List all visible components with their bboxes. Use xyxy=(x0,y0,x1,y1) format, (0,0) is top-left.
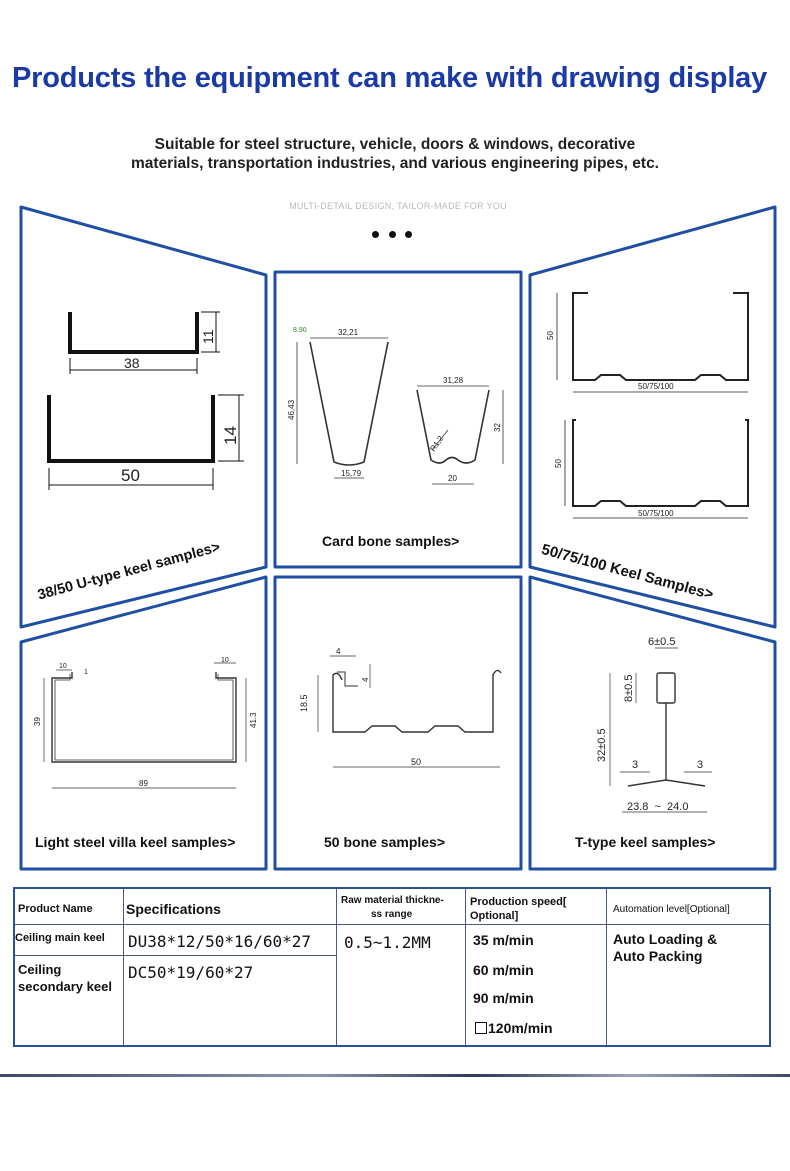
cell-secondary-spec: DC50*19/60*27 xyxy=(128,963,254,982)
caption-keel-50-75-100[interactable]: 50/75/100 Keel Samples> xyxy=(539,541,716,604)
dim-label: 3 xyxy=(697,759,704,771)
tagline: MULTI-DETAIL DESIGN, TAILOR-MADE FOR YOU xyxy=(289,201,507,211)
dim-label: 18.5 xyxy=(299,694,309,712)
dim-label: 11 xyxy=(200,329,216,344)
subtitle-line-1: Suitable for steel structure, vehicle, doors & windows, decorative xyxy=(154,136,636,153)
dim-label: 50 xyxy=(121,466,140,485)
caption-card-bone[interactable]: Card bone samples> xyxy=(322,533,460,549)
dim-label: 50/75/100 xyxy=(638,382,674,391)
dim-label: 15,79 xyxy=(341,469,362,478)
cell-speed: 60 m/min xyxy=(473,962,534,978)
cell-main-keel-spec: DU38*12/50*16/60*27 xyxy=(128,932,312,951)
cell-speed: 35 m/min xyxy=(473,932,534,948)
bone-50-drawing xyxy=(318,656,501,767)
dim-label: 50 xyxy=(411,757,422,767)
header-product-name: Product Name xyxy=(18,903,93,915)
caption-bone-50[interactable]: 50 bone samples> xyxy=(324,834,446,850)
dim-label: 38 xyxy=(124,355,140,371)
card-bone-right-drawing xyxy=(417,386,503,484)
dim-label: R1,2 xyxy=(428,434,446,454)
cell-automation-2: Auto Packing xyxy=(613,948,703,964)
table-divider xyxy=(606,889,607,1045)
dim-label: 8±0.5 xyxy=(623,674,635,702)
dim-label: 4 xyxy=(361,677,370,682)
dim-label: 20 xyxy=(448,474,457,483)
dim-label: 8.90 xyxy=(293,327,307,334)
header-automation: Automation level[Optional] xyxy=(613,904,730,915)
dim-label: 41.3 xyxy=(249,712,258,728)
cell-automation-1: Auto Loading & xyxy=(613,931,718,947)
dim-label: 10 xyxy=(221,657,229,664)
u-type-50-drawing xyxy=(49,395,244,490)
dim-label: 32,21 xyxy=(338,328,359,337)
header-speed-1: Production speed[ xyxy=(470,896,567,908)
dim-label: 1 xyxy=(84,669,88,676)
cell-thickness: 0.5~1.2MM xyxy=(344,933,431,952)
dim-label: 50 xyxy=(546,331,555,340)
caption-u-type[interactable]: 38/50 U-type keel samples> xyxy=(36,539,222,604)
subtitle-line-2: materials, transportation industries, and various engineering pipes, etc. xyxy=(131,155,659,172)
cell-speed: 120m/min xyxy=(488,1020,553,1036)
dim-label: 4 xyxy=(336,647,341,656)
dim-label: 10 xyxy=(59,663,67,670)
page-title: Products the equipment can make with drawing display xyxy=(12,62,768,94)
spec-table xyxy=(13,887,771,1047)
header-raw-material-1: Raw material thickne- xyxy=(341,895,444,906)
cell-main-keel-name: Ceiling main keel xyxy=(15,932,105,944)
header-specifications: Specifications xyxy=(126,901,221,917)
cell-speed: 90 m/min xyxy=(473,990,534,1006)
dim-label: 23.8 ~ 24.0 xyxy=(627,801,689,813)
dim-label: 6±0.5 xyxy=(648,636,676,648)
header-raw-material-2: ss range xyxy=(371,909,413,920)
checkbox-120[interactable] xyxy=(475,1022,487,1034)
table-row-divider xyxy=(15,955,337,956)
bottom-divider xyxy=(0,1074,790,1077)
t-type-keel-drawing xyxy=(610,648,712,812)
caption-t-type[interactable]: T-type keel samples> xyxy=(575,834,716,850)
dim-label: 14 xyxy=(221,426,240,445)
u-type-38-drawing xyxy=(70,312,220,374)
dim-label: 39 xyxy=(33,717,42,726)
header-speed-2: Optional] xyxy=(470,910,519,922)
table-header-divider xyxy=(15,924,769,925)
dim-label: 3 xyxy=(632,759,639,771)
card-bone-left-drawing xyxy=(297,338,388,478)
keel-50-75-100-top-drawing xyxy=(557,293,748,392)
dim-label: 46,43 xyxy=(287,399,296,420)
cell-secondary-name-2: secondary keel xyxy=(18,979,112,994)
table-divider xyxy=(336,889,337,1045)
dim-label: 50 xyxy=(554,459,563,468)
dim-label: 31,28 xyxy=(443,376,464,385)
dim-label: 89 xyxy=(139,779,148,788)
dim-label: 32±0.5 xyxy=(596,728,608,762)
table-divider xyxy=(123,889,124,1045)
cell-secondary-name-1: Ceiling xyxy=(18,962,62,977)
table-divider xyxy=(465,889,466,1045)
caption-light-steel[interactable]: Light steel villa keel samples> xyxy=(35,834,236,850)
light-steel-keel-drawing xyxy=(44,663,246,788)
dim-label: 50/75/100 xyxy=(638,509,674,518)
dim-label: 32 xyxy=(493,423,502,432)
keel-50-75-100-bottom-drawing xyxy=(565,420,748,518)
